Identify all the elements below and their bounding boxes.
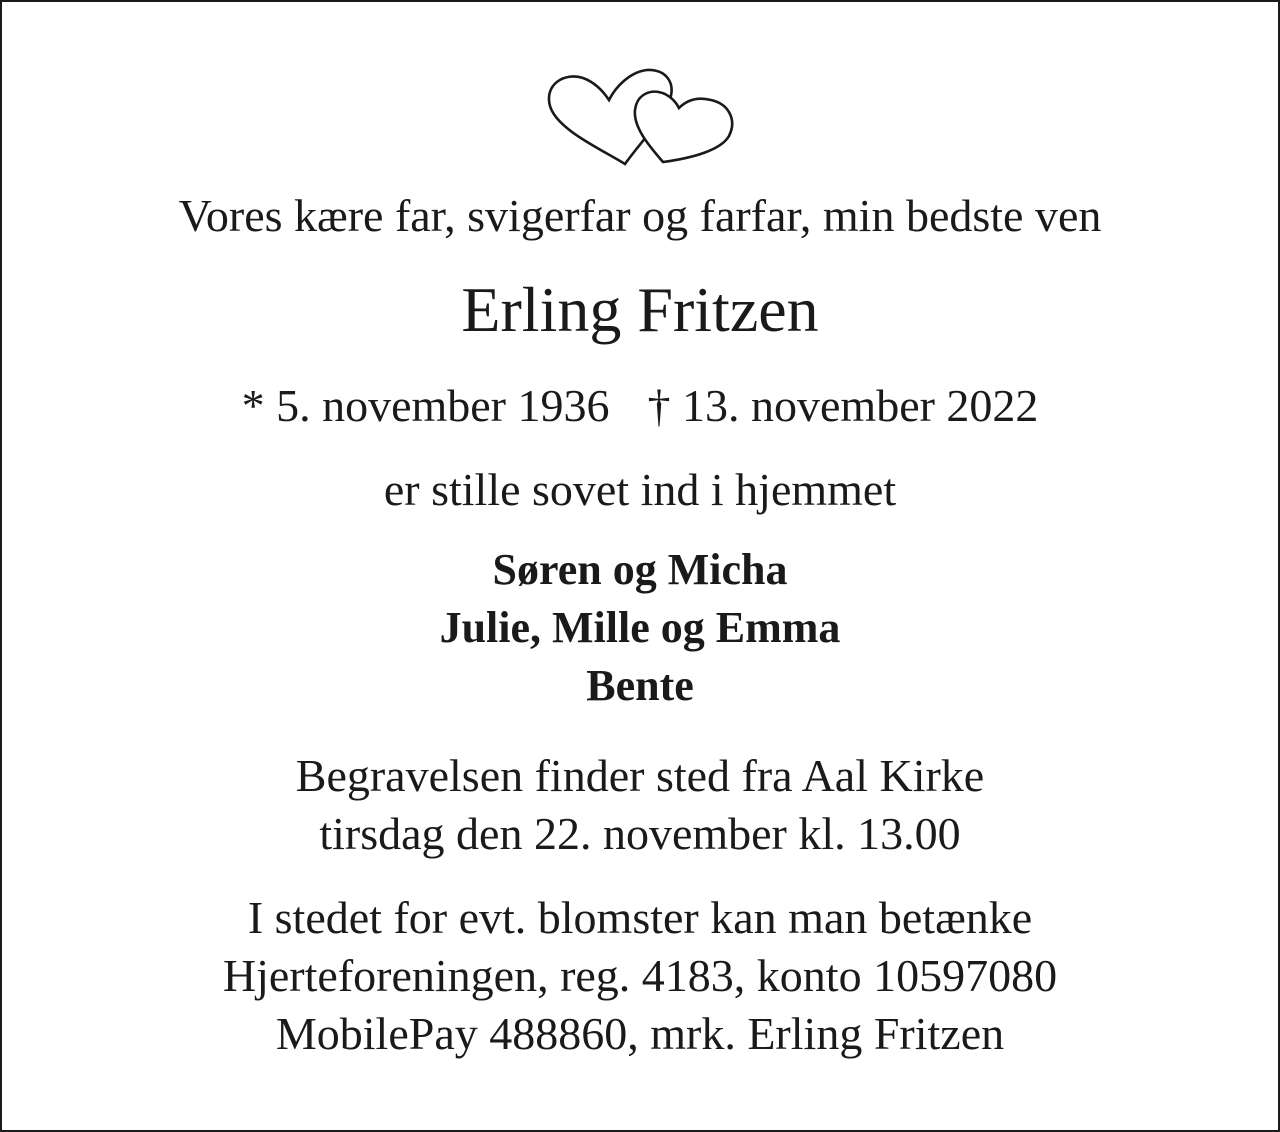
donation-line: I stedet for evt. blomster kan man betænke (247, 892, 1033, 943)
two-hearts-icon (543, 64, 739, 166)
deceased-name: Erling Fritzen (461, 274, 819, 345)
life-dates (0, 378, 1280, 434)
mourner-line: Julie, Mille og Emma (439, 603, 841, 652)
donation-line: Hjerteforeningen, reg. 4183, konto 10597080 (222, 950, 1058, 1001)
mourner-line: Bente (586, 661, 694, 710)
birth-date: * 5. november 1936 (241, 380, 610, 431)
mourner-line: Søren og Micha (492, 545, 788, 594)
passing-line: er stille sovet ind i hjemmet (383, 464, 897, 515)
funeral-line: tirsdag den 22. november kl. 13.00 (319, 808, 961, 859)
funeral-line: Begravelsen finder sted fra Aal Kirke (295, 750, 985, 801)
intro-line: Vores kære far, svigerfar og farfar, min bedste ven (178, 190, 1102, 241)
death-date: † 13. november 2022 (647, 380, 1039, 431)
donation-line: MobilePay 488860, mrk. Erling Fritzen (275, 1008, 1005, 1059)
